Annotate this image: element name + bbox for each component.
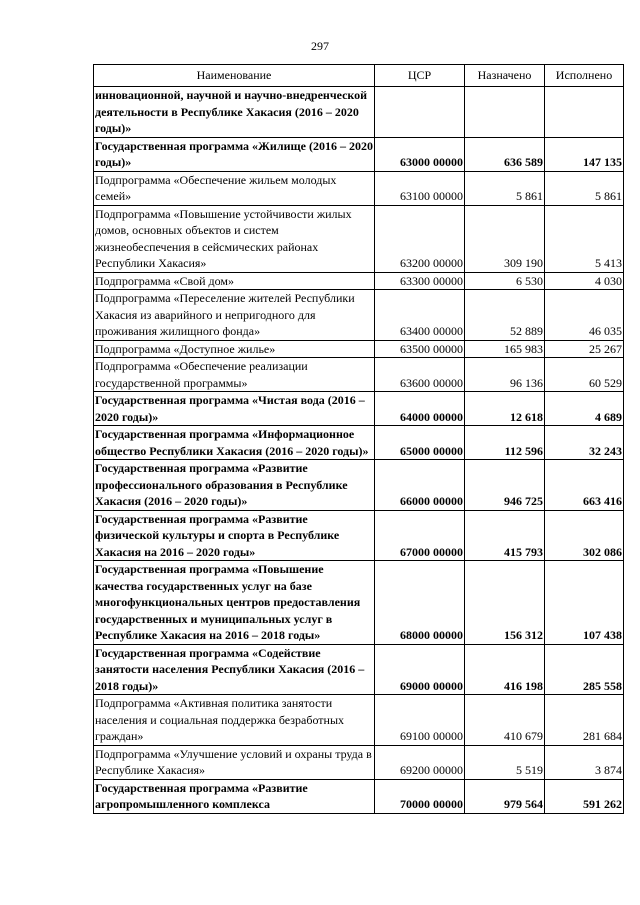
cell-executed: 5 861: [545, 171, 624, 205]
cell-name: Государственная программа «Повышение качества государственных услуг на базе многофункциональных центров предоставления государственных и муниципальных услуг в Республике Хакасия на 2016 – 2018 годы»: [94, 561, 375, 645]
cell-assigned: 5 861: [465, 171, 545, 205]
cell-executed: 46 035: [545, 290, 624, 341]
cell-executed: 4 030: [545, 272, 624, 290]
cell-name: Государственная программа «Развитие профессионального образования в Республике Хакасия (2016 – 2020 годы)»: [94, 460, 375, 511]
cell-executed: 3 874: [545, 745, 624, 779]
cell-csr: 63400 00000: [375, 290, 465, 341]
table-row: [94, 426, 624, 460]
cell-name: Государственная программа «Развитие физической культуры и спорта в Республике Хакасия на 2016 – 2020 годы»: [94, 510, 375, 561]
cell-csr: 65000 00000: [375, 426, 465, 460]
cell-executed: 5 413: [545, 205, 624, 272]
cell-assigned: 5 519: [465, 745, 545, 779]
cell-name: Подпрограмма «Обеспечение жильем молодых семей»: [94, 171, 375, 205]
cell-assigned: 112 596: [465, 426, 545, 460]
cell-name: Подпрограмма «Активная политика занятости населения и социальная поддержка безработных граждан»: [94, 695, 375, 746]
cell-executed: 25 267: [545, 340, 624, 358]
cell-executed: 4 689: [545, 392, 624, 426]
cell-assigned: 309 190: [465, 205, 545, 272]
cell-name: Подпрограмма «Свой дом»: [94, 272, 375, 290]
cell-name: инновационной, научной и научно-внедренческой деятельности в Республике Хакасия (2016 – 2020 годы)»: [94, 87, 375, 138]
cell-csr: 63200 00000: [375, 205, 465, 272]
cell-csr: 67000 00000: [375, 510, 465, 561]
cell-csr: 66000 00000: [375, 460, 465, 511]
table-row: [94, 695, 624, 746]
header-executed: Исполнено: [545, 65, 624, 87]
table-row: [94, 290, 624, 341]
cell-csr: 63600 00000: [375, 358, 465, 392]
cell-assigned: [465, 87, 545, 138]
table-row: [94, 392, 624, 426]
cell-name: Государственная программа «Содействие занятости населения Республики Хакасия (2016 – 2018 годы)»: [94, 644, 375, 695]
cell-executed: 32 243: [545, 426, 624, 460]
cell-csr: 63000 00000: [375, 137, 465, 171]
table-row: [94, 171, 624, 205]
cell-name: Подпрограмма «Обеспечение реализации государственной программы»: [94, 358, 375, 392]
cell-assigned: 6 530: [465, 272, 545, 290]
cell-name: Государственная программа «Развитие агропромышленного комплекса: [94, 779, 375, 813]
cell-assigned: 165 983: [465, 340, 545, 358]
cell-csr: 63100 00000: [375, 171, 465, 205]
cell-name: Государственная программа «Чистая вода (2016 – 2020 годы)»: [94, 392, 375, 426]
cell-assigned: 636 589: [465, 137, 545, 171]
header-assigned: Назначено: [465, 65, 545, 87]
table-row: [94, 745, 624, 779]
cell-csr: 63300 00000: [375, 272, 465, 290]
cell-name: Подпрограмма «Повышение устойчивости жилых домов, основных объектов и систем жизнеобеспечения в сейсмических районах Республики Хакасия»: [94, 205, 375, 272]
page-number: 297: [311, 39, 329, 53]
cell-assigned: 156 312: [465, 561, 545, 645]
cell-executed: 663 416: [545, 460, 624, 511]
cell-assigned: 415 793: [465, 510, 545, 561]
cell-csr: 69100 00000: [375, 695, 465, 746]
header-csr: ЦСР: [375, 65, 465, 87]
cell-executed: 60 529: [545, 358, 624, 392]
cell-executed: 591 262: [545, 779, 624, 813]
cell-csr: [375, 87, 465, 138]
cell-name: Подпрограмма «Переселение жителей Республики Хакасия из аварийного и непригодного для проживания жилищного фонда»: [94, 290, 375, 341]
cell-assigned: 52 889: [465, 290, 545, 341]
table-row: [94, 272, 624, 290]
cell-executed: [545, 87, 624, 138]
cell-assigned: 979 564: [465, 779, 545, 813]
table-row: [94, 779, 624, 813]
cell-name: Подпрограмма «Улучшение условий и охраны труда в Республике Хакасия»: [94, 745, 375, 779]
cell-executed: 107 438: [545, 561, 624, 645]
table-row: [94, 460, 624, 511]
budget-table: [93, 64, 624, 814]
cell-name: Государственная программа «Жилище (2016 – 2020 годы)»: [95, 138, 373, 169]
cell-csr: 69000 00000: [375, 644, 465, 695]
cell-csr: 64000 00000: [375, 392, 465, 426]
cell-assigned: 12 618: [465, 392, 545, 426]
cell-assigned: 410 679: [465, 695, 545, 746]
table-row: [94, 137, 624, 171]
cell-executed: 147 135: [545, 137, 624, 171]
cell-name: Государственная программа «Информационное общество Республики Хакасия (2016 – 2020 годы)»: [94, 426, 375, 460]
cell-csr: 68000 00000: [375, 561, 465, 645]
header-name: Наименование: [94, 65, 375, 87]
table-row: [94, 561, 624, 645]
cell-csr: 69200 00000: [375, 745, 465, 779]
cell-executed: 285 558: [545, 644, 624, 695]
cell-executed: 281 684: [545, 695, 624, 746]
cell-csr: 63500 00000: [375, 340, 465, 358]
table-row: [94, 358, 624, 392]
table-row: [94, 87, 624, 138]
table-row: [94, 644, 624, 695]
table-row: [94, 205, 624, 272]
cell-name: Подпрограмма «Доступное жилье»: [94, 340, 375, 358]
cell-executed: 302 086: [545, 510, 624, 561]
table-row: [94, 340, 624, 358]
cell-assigned: 946 725: [465, 460, 545, 511]
table-header-row: [94, 65, 624, 87]
table-row: [94, 510, 624, 561]
cell-csr: 70000 00000: [375, 779, 465, 813]
cell-assigned: 416 198: [465, 644, 545, 695]
cell-assigned: 96 136: [465, 358, 545, 392]
